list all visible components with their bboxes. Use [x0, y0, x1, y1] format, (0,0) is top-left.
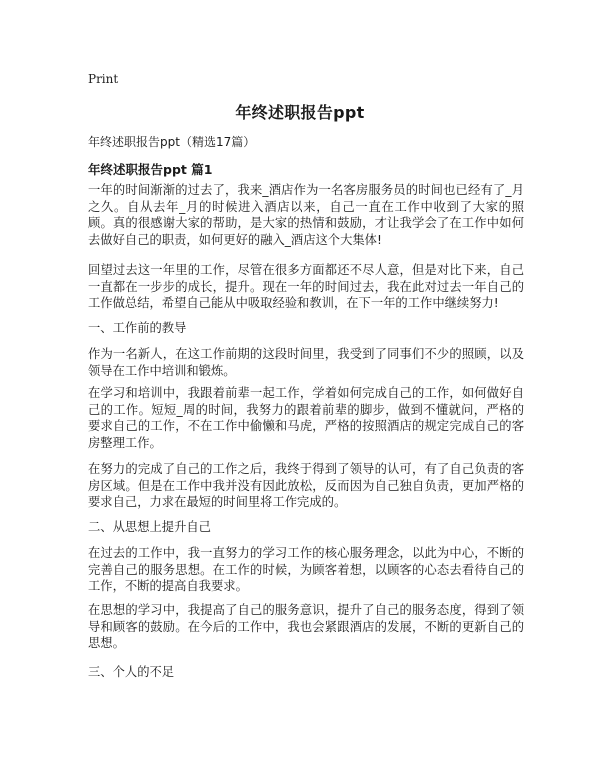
section-heading: 年终述职报告ppt 篇1	[88, 162, 213, 177]
paragraph-5: 在努力的完成了自己的工作之后，我终于得到了领导的认可，有了自己负责的客房区域。但是在工作中我并没有因此放松，反而因为自己独自负责，更加严格的要求自己，力求在最短的时间里将工作完成的。	[88, 462, 524, 510]
document-subtitle: 年终述职报告ppt（精选17篇）	[88, 135, 256, 149]
section-title-3: 三、个人的不足	[88, 665, 175, 679]
paragraph-4: 在学习和培训中，我跟着前辈一起工作，学着如何完成自己的工作，如何做好自己的工作。短短_周的时间，我努力的跟着前辈的脚步，做到不懂就问，严格的要求自己的工作，不在工作中偷懒和马虎，严格的按照酒店的规定完成自己的客房整理工作。	[88, 386, 524, 451]
paragraph-7: 在思想的学习中，我提高了自己的服务意识，提升了自己的服务态度，得到了领导和顾客的鼓励。在今后的工作中，我也会紧跟酒店的发展，不断的更新自己的思想。	[88, 603, 524, 651]
paragraph-3: 作为一名新人，在这工作前期的这段时间里，我受到了同事们不少的照顾，以及领导在工作中培训和锻炼。	[88, 347, 524, 378]
document-title: 年终述职报告ppt	[235, 103, 365, 122]
paragraph-6: 在过去的工作中，我一直努力的学习工作的核心服务理念，以此为中心，不断的完善自己的服务思想。在工作的时候，为顾客着想，以顾客的心态去看待自己的工作，不断的提高自我要求。	[88, 546, 524, 594]
section-title-2: 二、从思想上提升自己	[88, 520, 211, 534]
paragraph-1: 一年的时间渐渐的过去了，我来_酒店作为一名客房服务员的时间也已经有了_月之久。自从去年_月的时候进入酒店以来，自己一直在工作中收到了大家的照顾。真的很感谢大家的帮助，是大家的热情和鼓励，才让我学会了在工作中如何去做好自己的职责，如何更好的融入_酒店这个大集体!	[88, 183, 524, 248]
print-label: Print	[88, 72, 119, 86]
section-title-1: 一、工作前的教导	[88, 321, 187, 335]
paragraph-2: 回望过去这一年里的工作，尽管在很多方面都还不尽人意，但是对比下来，自己一直都在一步步的成长，提升。现在一年的时间过去，我在此对过去一年自己的工作做总结，希望自己能从中吸取经验和教训，在下一年的工作中继续努力!	[88, 263, 524, 311]
